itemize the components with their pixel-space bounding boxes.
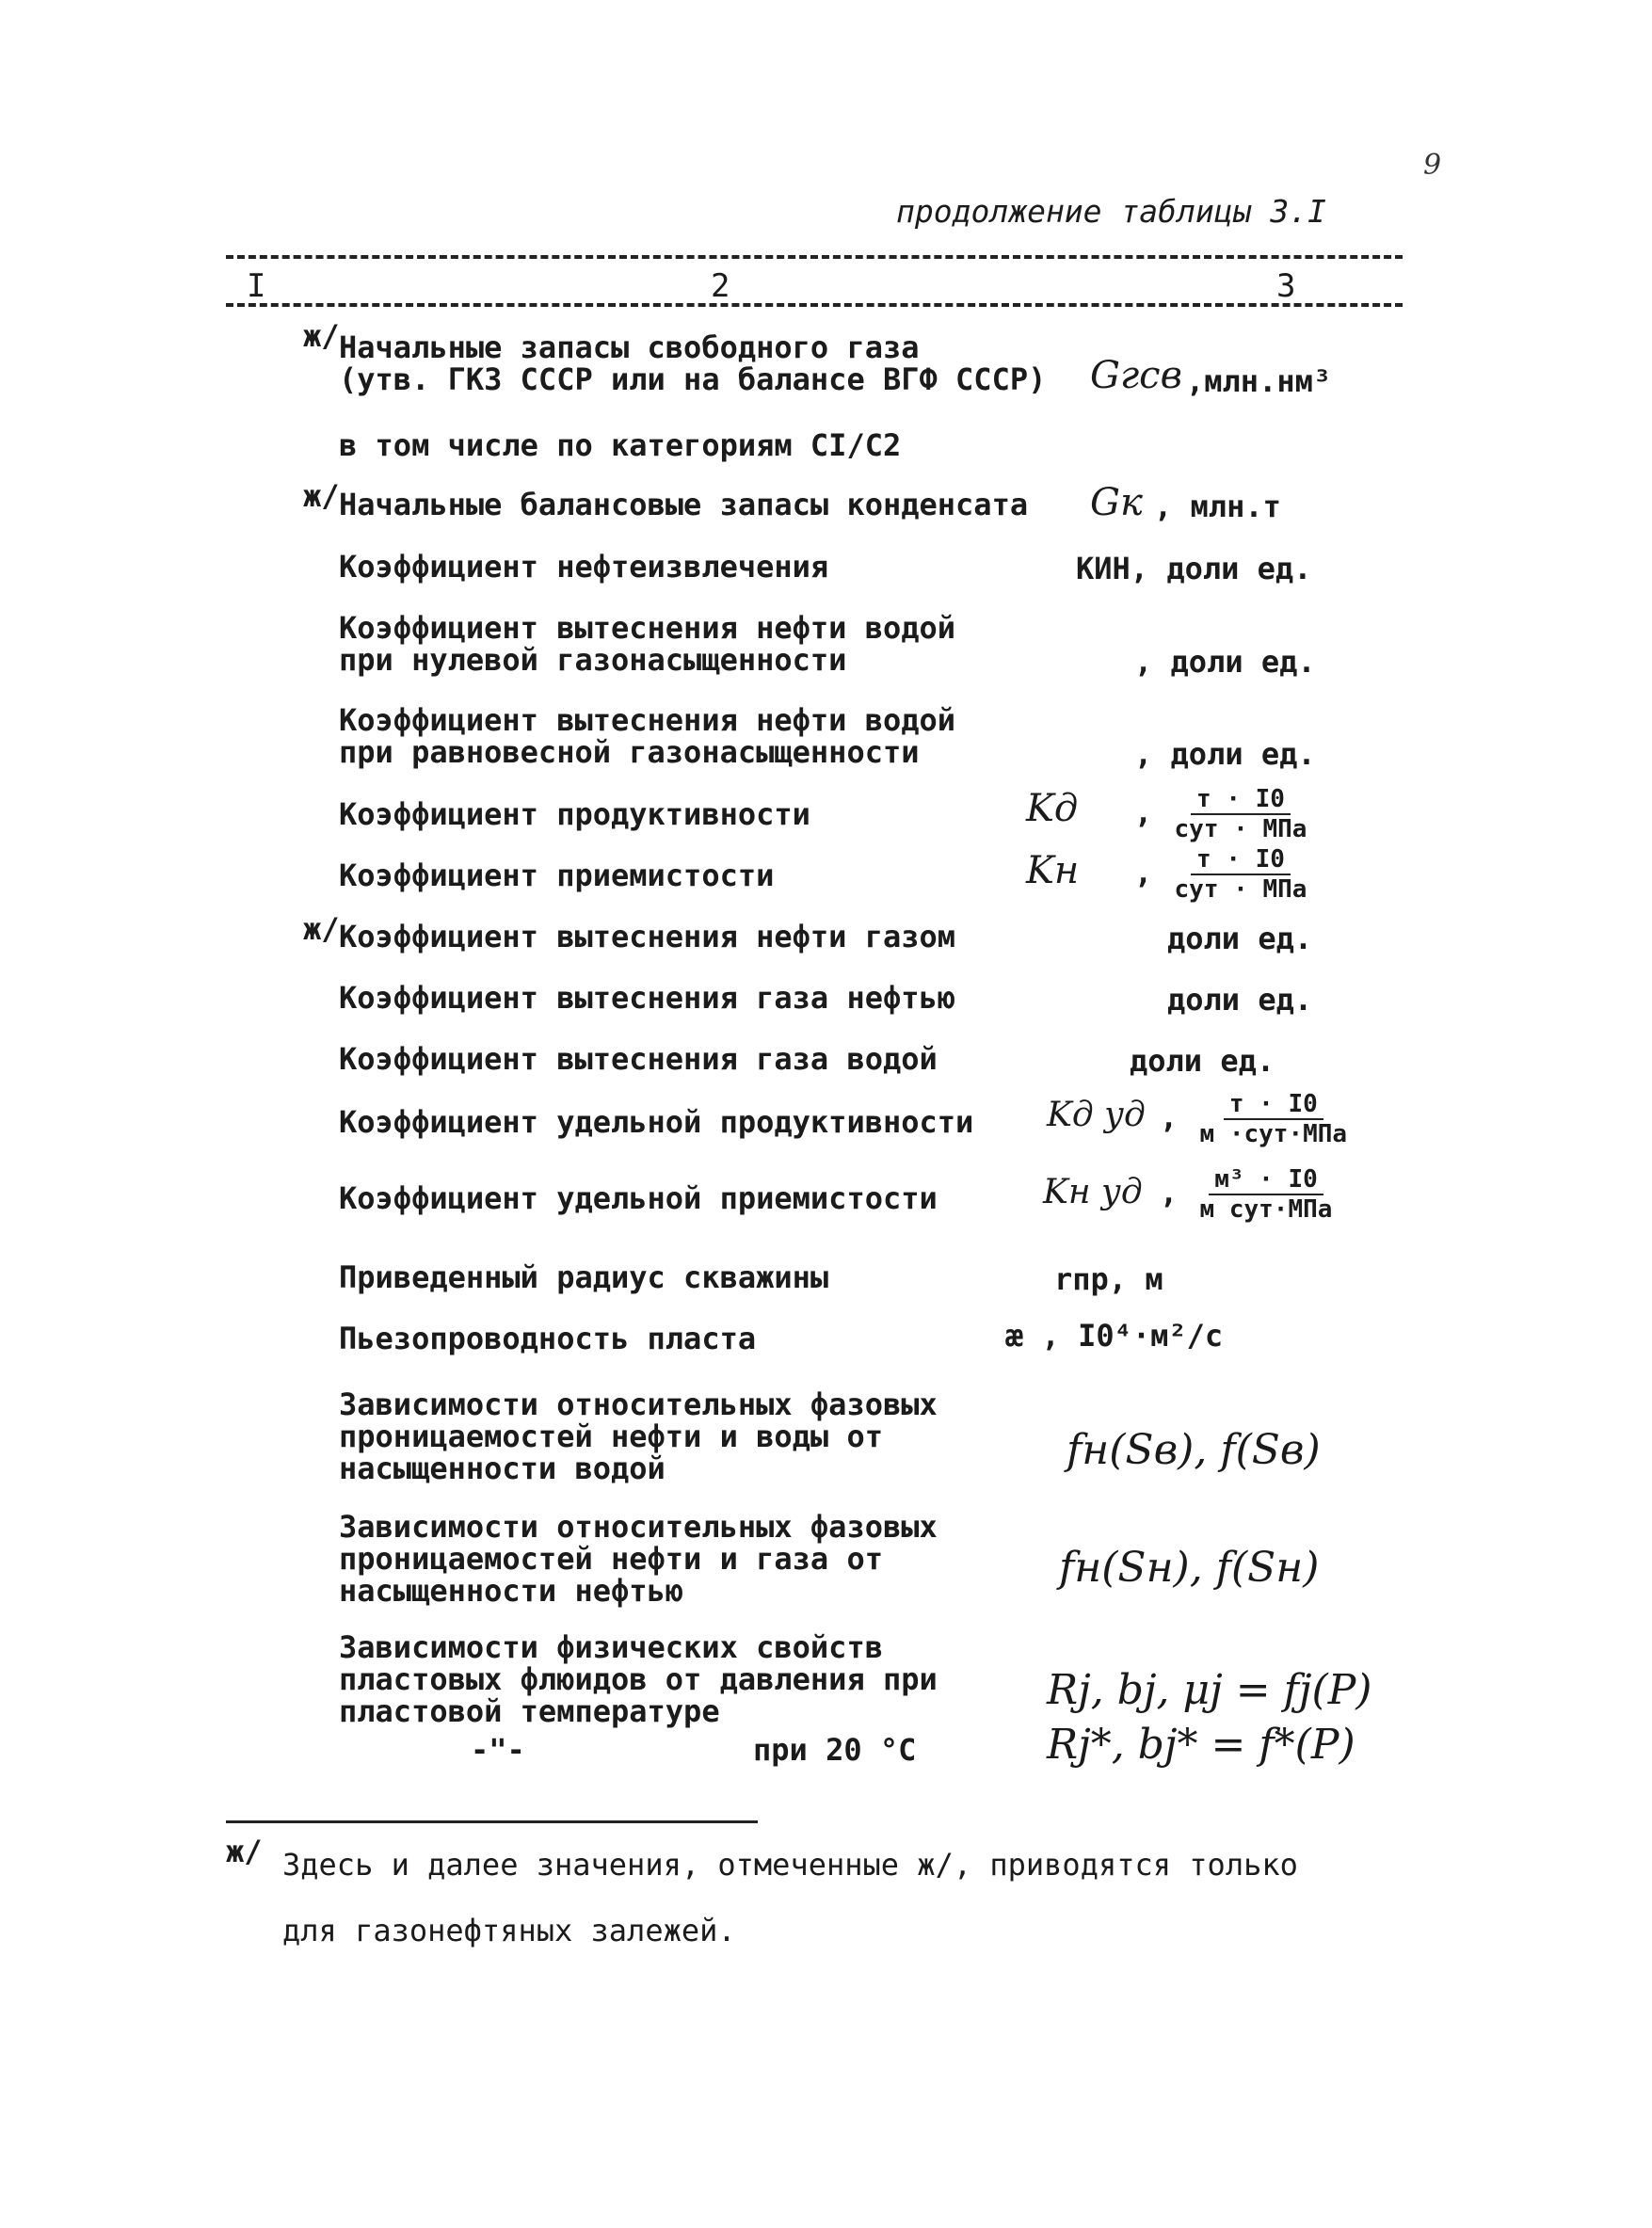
row-unit: rпр, м — [1054, 1261, 1163, 1297]
row-label: Коэффициент нефтеизвлечения — [339, 549, 829, 585]
unit-numerator: т · I0 — [1224, 1092, 1323, 1120]
column-number-1: I — [247, 267, 266, 305]
unit-numerator: т · I0 — [1191, 847, 1291, 875]
handwritten-formula: fн(Sн), f(Sн) — [1059, 1544, 1320, 1592]
row-label: Приведенный радиус скважины — [339, 1259, 829, 1295]
row-unit-fraction: , $\frac{т \cdot I0}{\text{м ·сут·МПа}}$ — [1160, 1092, 1351, 1146]
row-symbol: Gк — [1090, 481, 1143, 524]
row-label: проницаемостей нефти и воды от — [339, 1419, 883, 1454]
footnote-rule — [226, 1820, 758, 1823]
ditto-mark: -"- — [471, 1732, 525, 1768]
unit-denominator: м ·сут·МПа — [1199, 1120, 1348, 1148]
row-symbol: Kд — [1026, 787, 1079, 830]
star-mark: ж/ — [303, 318, 340, 354]
row-label: Коэффициент приемистости — [339, 858, 775, 893]
unit-numerator: м³ · I0 — [1209, 1167, 1323, 1195]
unit-denominator: сут · МПа — [1174, 815, 1307, 843]
page-number: 9 — [1423, 149, 1442, 182]
row-label: при равновесной газонасыщенности — [339, 734, 920, 770]
row-unit-fraction: , $\frac{т \cdot I0}{\text{сут · МПа}}$ — [1134, 787, 1310, 842]
table-header-bottom-rule — [226, 303, 1403, 307]
table-caption: продолжение таблицы 3.I — [896, 193, 1326, 230]
row-label: Коэффициент вытеснения газа водой — [339, 1041, 938, 1077]
star-mark: ж/ — [303, 911, 340, 947]
row-label: Коэффициент удельной приемистости — [339, 1180, 938, 1216]
row-label: проницаемостей нефти и газа от — [339, 1541, 883, 1577]
row-label: Зависимости относительных фазовых — [339, 1509, 938, 1545]
row-label: Коэффициент вытеснения нефти водой — [339, 610, 956, 646]
row-label: Начальные запасы свободного газа — [339, 329, 920, 365]
unit-denominator: сут · МПа — [1174, 875, 1307, 904]
unit-numerator: т · I0 — [1191, 787, 1291, 815]
row-label: Начальные балансовые запасы конденсата — [339, 487, 1029, 522]
row-label: при нулевой газонасыщенности — [339, 642, 847, 678]
star-mark: ж/ — [303, 478, 340, 514]
row-label: насыщенности нефтью — [339, 1573, 684, 1609]
row-label: при 20 °С — [753, 1732, 917, 1768]
footnote-text: для газонефтяных залежей. — [282, 1913, 736, 1948]
row-label: Зависимости относительных фазовых — [339, 1386, 938, 1422]
row-unit: , млн.т — [1154, 489, 1281, 524]
unit-denominator: м сут·МПа — [1199, 1195, 1333, 1224]
row-symbol: Kн уд — [1043, 1173, 1143, 1211]
row-unit: КИН, доли ед. — [1076, 551, 1312, 586]
row-unit-fraction: , $\frac{\text{м³ · I0}}{\text{м сут·МПа}}$ — [1160, 1167, 1336, 1222]
row-symbol: Kн — [1026, 849, 1080, 892]
row-unit: , доли ед. — [1134, 644, 1316, 680]
row-label: (утв. ГКЗ СССР или на балансе ВГФ СССР) — [339, 361, 1047, 397]
row-label: Коэффициент вытеснения газа нефтью — [339, 980, 956, 1016]
row-unit: доли ед. — [1167, 921, 1313, 956]
handwritten-formula: Rj, bj, μj = fj(P) — [1047, 1666, 1372, 1714]
footnote-text: Здесь и далее значения, отмеченные ж/, приводятся только — [282, 1847, 1298, 1883]
footnote-mark: ж/ — [226, 1834, 263, 1869]
row-unit: ,млн.нм³ — [1186, 363, 1332, 399]
table-header-top-rule — [226, 255, 1403, 259]
column-number-2: 2 — [711, 267, 730, 305]
row-label: Коэффициент удельной продуктивности — [339, 1104, 974, 1140]
row-unit: , доли ед. — [1134, 736, 1316, 772]
row-label: пластовых флюидов от давления при — [339, 1661, 938, 1697]
row-label: Коэффициент вытеснения нефти водой — [339, 702, 956, 738]
row-label: пластовой температуре — [339, 1693, 720, 1729]
row-label: Коэффициент продуктивности — [339, 796, 810, 832]
row-label: насыщенности водой — [339, 1451, 666, 1486]
row-unit: доли ед. — [1167, 982, 1313, 1018]
row-unit: доли ед. — [1130, 1043, 1275, 1079]
handwritten-formula: fн(Sв), f(Sв) — [1067, 1426, 1321, 1474]
row-unit: æ , I0⁴·м²/с — [1005, 1318, 1224, 1354]
row-label: Коэффициент вытеснения нефти газом — [339, 919, 956, 954]
row-label: Пьезопроводность пласта — [339, 1321, 757, 1356]
column-number-3: 3 — [1276, 267, 1296, 305]
handwritten-formula: Rj*, bj* = f*(P) — [1047, 1721, 1355, 1769]
row-unit-fraction: , $\frac{т \cdot I0}{\text{сут · МПа}}$ — [1134, 847, 1310, 902]
row-label: Зависимости физических свойств — [339, 1629, 883, 1665]
row-symbol: Kд уд — [1047, 1096, 1146, 1134]
row-symbol: Gгсв — [1090, 354, 1182, 397]
row-label: в том числе по категориям CI/C2 — [339, 427, 902, 463]
